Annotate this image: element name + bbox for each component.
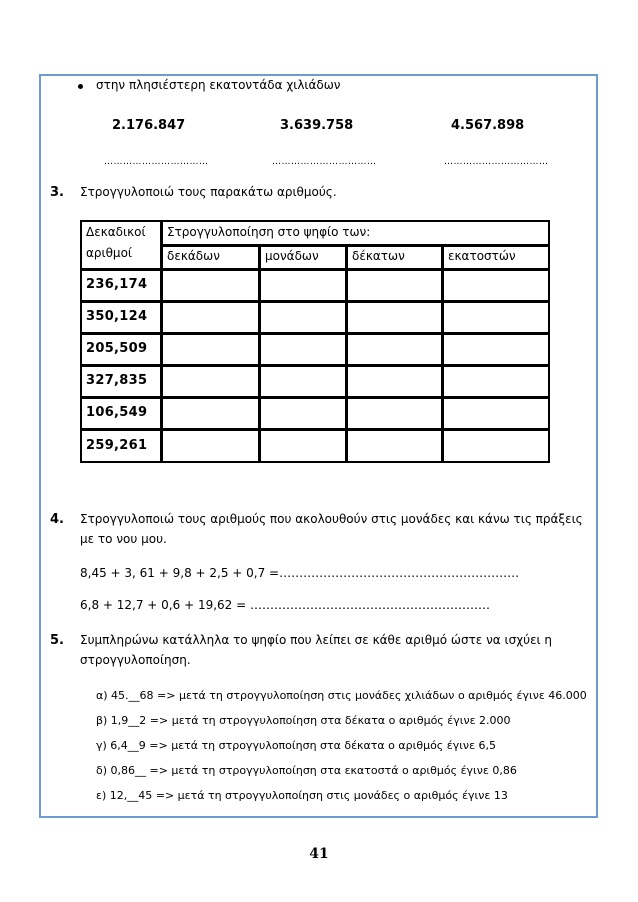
row-number: 327,835 bbox=[86, 373, 148, 388]
item-e: ε) 12,__45 => μετά τη στρογγυλοποίηση στις μονάδες ο αριθμός έγινε 13 bbox=[96, 789, 508, 802]
answer-cell[interactable] bbox=[261, 431, 345, 461]
answer-cell[interactable] bbox=[261, 335, 345, 364]
answer-cell[interactable] bbox=[261, 271, 345, 300]
row-number: 106,549 bbox=[86, 405, 148, 420]
exercise-3-instruction: Στρογγυλοποιώ τους παρακάτω αριθμούς. bbox=[80, 185, 337, 199]
header-decimals-line2: αριθμοί bbox=[86, 246, 132, 260]
answer-cell[interactable] bbox=[444, 431, 548, 461]
item-c: γ) 6,4__9 => μετά τη στρογγυλοποίηση στα δέκατα ο αριθμός έγινε 6,5 bbox=[96, 739, 497, 752]
answer-cell[interactable] bbox=[261, 303, 345, 332]
group-header-text: Στρογγυλοποίηση στο ψηφίο των: bbox=[167, 225, 371, 239]
item-b: β) 1,9__2 => μετά τη στρογγυλοποίηση στα δέκατα ο αριθμός έγινε 2.000 bbox=[96, 714, 511, 727]
answer-blank-3: …………………………… bbox=[444, 157, 549, 167]
row-number: 350,124 bbox=[86, 309, 148, 324]
table-group-header bbox=[163, 222, 548, 244]
number-1: 2.176.847 bbox=[112, 118, 186, 133]
exercise-5-number: 5. bbox=[50, 633, 64, 648]
bullet-text: στην πλησιέστερη εκατοντάδα χιλιάδων bbox=[96, 78, 341, 92]
column-header-units: μονάδων bbox=[261, 247, 345, 268]
answer-cell[interactable] bbox=[163, 335, 258, 364]
row-number: 236,174 bbox=[86, 277, 148, 292]
answer-cell[interactable] bbox=[444, 271, 548, 300]
answer-cell[interactable] bbox=[348, 367, 441, 396]
expression-2: 6,8 + 12,7 + 0,6 + 19,62 = …………………………………………………… bbox=[80, 598, 490, 612]
column-header-tens: δεκάδων bbox=[163, 247, 258, 268]
answer-cell[interactable] bbox=[261, 399, 345, 428]
exercise-4-number: 4. bbox=[50, 512, 64, 527]
column-header-hundredths: εκατοστών bbox=[444, 247, 548, 268]
answer-cell[interactable] bbox=[444, 399, 548, 428]
table-header-decimals bbox=[82, 222, 160, 268]
exercise-5-instruction-line1: Συμπληρώνω κατάλληλα το ψηφίο που λείπει σε κάθε αριθμό ώστε να ισχύει η bbox=[80, 633, 553, 647]
answer-cell[interactable] bbox=[163, 399, 258, 428]
number-3: 4.567.898 bbox=[451, 118, 525, 133]
answer-cell[interactable] bbox=[348, 271, 441, 300]
answer-cell[interactable] bbox=[163, 271, 258, 300]
item-d: δ) 0,86__ => μετά τη στρογγυλοποίηση στα εκατοστά ο αριθμός έγινε 0,86 bbox=[96, 764, 517, 777]
page-number: 41 bbox=[309, 846, 329, 862]
answer-cell[interactable] bbox=[163, 303, 258, 332]
header-decimals-line1: Δεκαδικοί bbox=[86, 225, 146, 239]
exercise-4-instruction-line1: Στρογγυλοποιώ τους αριθμούς που ακολουθούν στις μονάδες και κάνω τις πράξεις bbox=[80, 512, 583, 526]
bullet-dot bbox=[78, 84, 83, 89]
answer-blank-2: …………………………… bbox=[272, 157, 377, 167]
row-number: 259,261 bbox=[86, 438, 148, 453]
exercise-5-instruction-line2: στρογγυλοποίηση. bbox=[80, 653, 191, 667]
answer-cell[interactable] bbox=[348, 399, 441, 428]
row-number: 205,509 bbox=[86, 341, 148, 356]
answer-cell[interactable] bbox=[163, 367, 258, 396]
answer-cell[interactable] bbox=[348, 303, 441, 332]
answer-cell[interactable] bbox=[348, 431, 441, 461]
expression-1: 8,45 + 3, 61 + 9,8 + 2,5 + 0,7 =…………………………………………………… bbox=[80, 566, 520, 580]
answer-cell[interactable] bbox=[261, 367, 345, 396]
answer-cell[interactable] bbox=[444, 335, 548, 364]
rounding-table bbox=[80, 220, 550, 463]
answer-cell[interactable] bbox=[163, 431, 258, 461]
answer-cell[interactable] bbox=[348, 335, 441, 364]
answer-blank-1: …………………………… bbox=[104, 157, 209, 167]
item-a: α) 45.__68 => μετά τη στρογγυλοποίηση στις μονάδες χιλιάδων ο αριθμός έγινε 46.000 bbox=[96, 689, 587, 702]
column-header-tenths: δέκατων bbox=[348, 247, 441, 268]
answer-cell[interactable] bbox=[444, 303, 548, 332]
number-2: 3.639.758 bbox=[280, 118, 354, 133]
exercise-4-instruction-line2: με το νου μου. bbox=[80, 532, 167, 546]
answer-cell[interactable] bbox=[444, 367, 548, 396]
exercise-3-number: 3. bbox=[50, 185, 64, 200]
